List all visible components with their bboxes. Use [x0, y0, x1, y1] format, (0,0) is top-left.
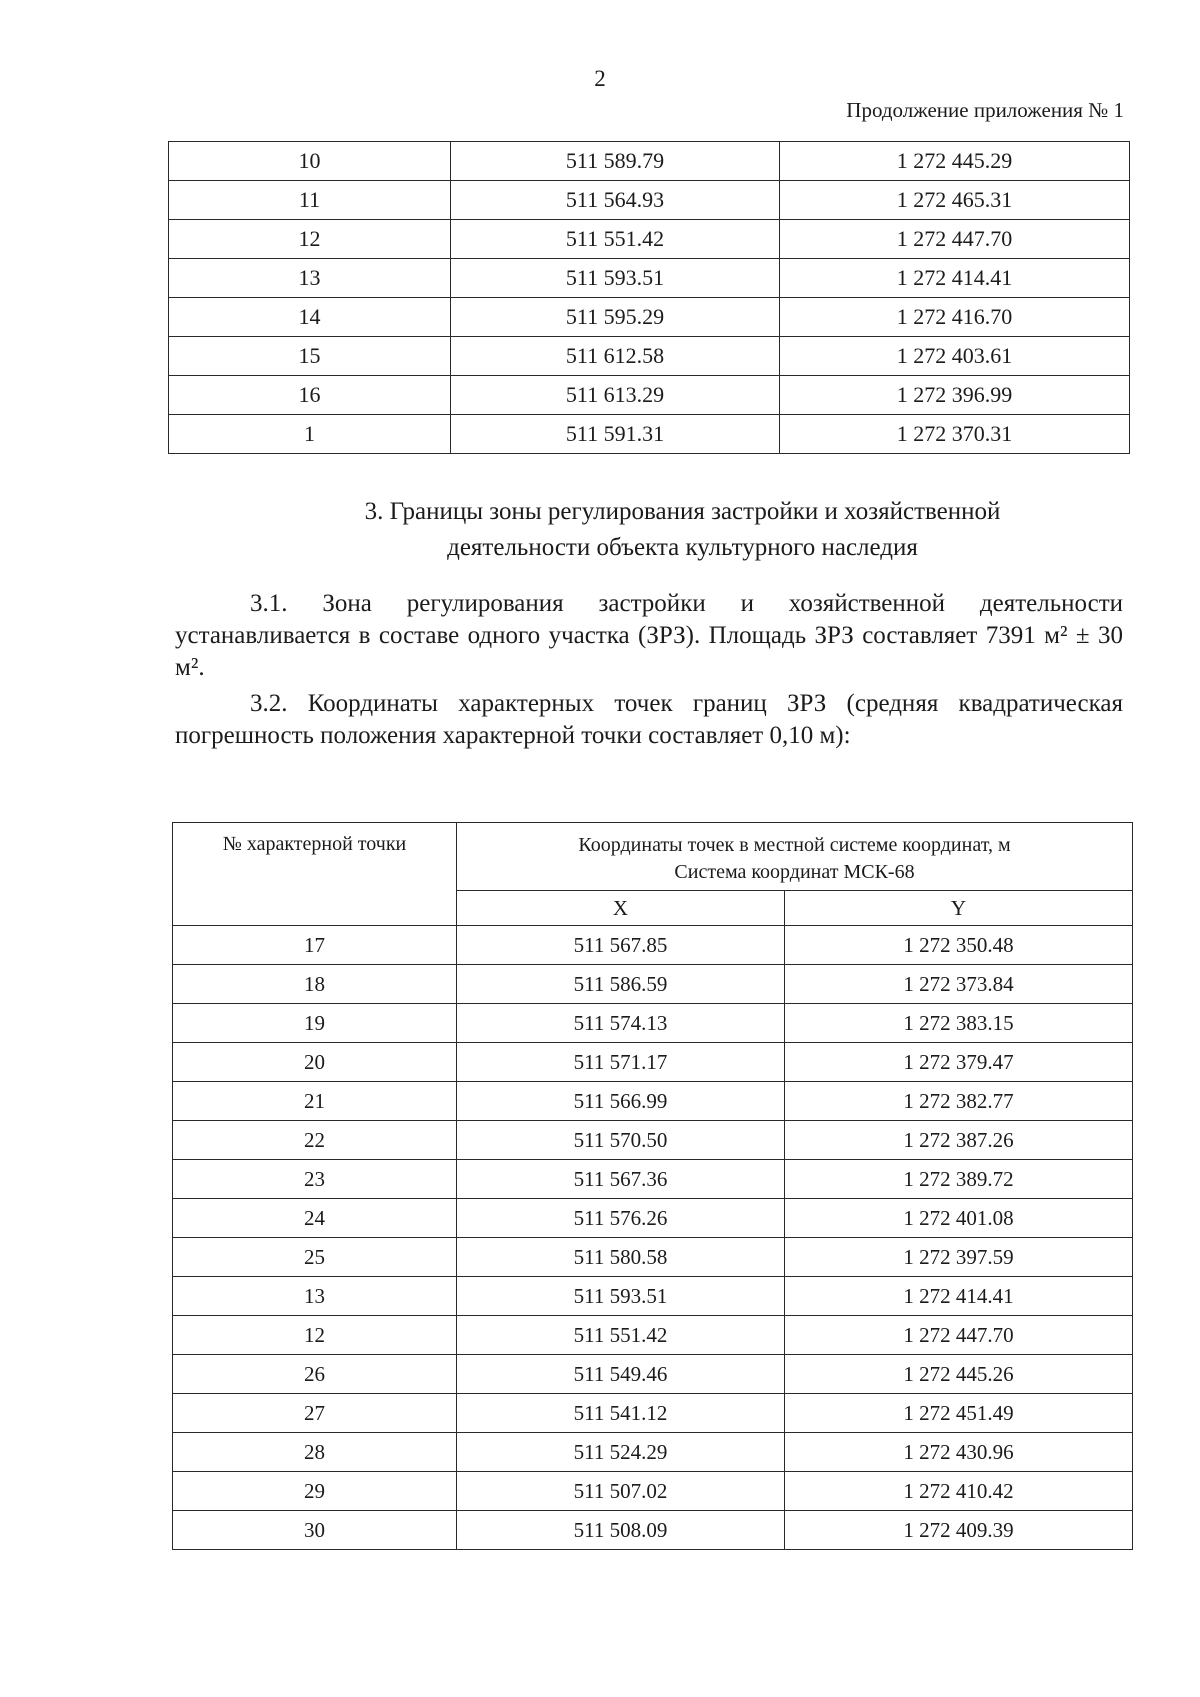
coord-y: 1 272 416.70 [780, 298, 1130, 337]
point-number: 22 [173, 1121, 457, 1160]
table-row [173, 926, 1133, 965]
table-row [173, 1199, 1133, 1238]
section-heading [160, 494, 1200, 566]
coord-y: 1 272 414.41 [780, 259, 1130, 298]
table-row [173, 965, 1133, 1004]
coord-x: 511 541.12 [457, 1394, 785, 1433]
coord-x: 511 574.13 [457, 1004, 785, 1043]
header-coordinates-line2: Система координат МСК-68 [674, 860, 915, 883]
header-point-number: № характерной точки [173, 823, 457, 926]
point-number: 29 [173, 1472, 457, 1511]
table-header-row [173, 823, 1133, 891]
table-row [173, 1121, 1133, 1160]
table-row [173, 1511, 1133, 1550]
coord-x: 511 586.59 [457, 965, 785, 1004]
section-heading-line2: деятельности объекта культурного наследия [447, 534, 918, 561]
coord-x: 511 567.85 [457, 926, 785, 965]
point-number: 26 [173, 1355, 457, 1394]
point-number: 30 [173, 1511, 457, 1550]
table-row [173, 1004, 1133, 1043]
coord-y: 1 272 396.99 [780, 376, 1130, 415]
coord-x: 511 508.09 [457, 1511, 785, 1550]
point-number: 15 [169, 337, 451, 376]
point-number: 14 [169, 298, 451, 337]
table-row [169, 376, 1130, 415]
header-coordinates-line1: Координаты точек в местной системе координат, м [578, 833, 1011, 856]
point-number: 11 [169, 181, 451, 220]
table-row [169, 220, 1130, 259]
table-row [169, 337, 1130, 376]
table-row [173, 1238, 1133, 1277]
point-number: 21 [173, 1082, 457, 1121]
point-number: 19 [173, 1004, 457, 1043]
coordinates-table-continued [168, 141, 1130, 454]
coord-y: 1 272 414.41 [785, 1277, 1133, 1316]
point-number: 12 [173, 1316, 457, 1355]
coord-y: 1 272 445.29 [780, 142, 1130, 181]
coord-y: 1 272 403.61 [780, 337, 1130, 376]
table-row [173, 1316, 1133, 1355]
table-row [169, 298, 1130, 337]
coord-y: 1 272 410.42 [785, 1472, 1133, 1511]
point-number: 24 [173, 1199, 457, 1238]
page-number: 2 [594, 66, 606, 91]
point-number: 25 [173, 1238, 457, 1277]
paragraph-3-1 [175, 588, 1123, 684]
table-row [173, 1160, 1133, 1199]
coord-y: 1 272 447.70 [780, 220, 1130, 259]
point-number: 13 [173, 1277, 457, 1316]
point-number: 18 [173, 965, 457, 1004]
coord-y: 1 272 383.15 [785, 1004, 1133, 1043]
coord-x: 511 593.51 [457, 1277, 785, 1316]
section-heading-line1: 3. Границы зоны регулирования застройки и хозяйственной [364, 498, 1001, 525]
table-row [169, 259, 1130, 298]
coord-y: 1 272 445.26 [785, 1355, 1133, 1394]
point-number: 13 [169, 259, 451, 298]
point-number: 12 [169, 220, 451, 259]
table-row [169, 142, 1130, 181]
coord-y: 1 272 370.31 [780, 415, 1130, 454]
table-row [169, 415, 1130, 454]
coord-y: 1 272 387.26 [785, 1121, 1133, 1160]
coord-x: 511 507.02 [457, 1472, 785, 1511]
coord-x: 511 571.17 [457, 1043, 785, 1082]
coord-x: 511 589.79 [451, 142, 780, 181]
point-number: 27 [173, 1394, 457, 1433]
coord-x: 511 613.29 [451, 376, 780, 415]
header-x: X [457, 891, 785, 926]
table-row [173, 1043, 1133, 1082]
coord-x: 511 551.42 [457, 1316, 785, 1355]
coord-x: 511 595.29 [451, 298, 780, 337]
coord-y: 1 272 447.70 [785, 1316, 1133, 1355]
paragraph-3-1-text: 3.1. Зона регулирования застройки и хозяйственной деятельности устанавливается в составе одного участка (ЗРЗ). Площадь ЗРЗ составляет 7391 м² ± 30 м². [175, 590, 1123, 681]
point-number: 10 [169, 142, 451, 181]
table-row [173, 1472, 1133, 1511]
table-row [173, 1433, 1133, 1472]
table-row [169, 181, 1130, 220]
coord-x: 511 612.58 [451, 337, 780, 376]
coord-x: 511 564.93 [451, 181, 780, 220]
coord-y: 1 272 379.47 [785, 1043, 1133, 1082]
point-number: 20 [173, 1043, 457, 1082]
coord-x: 511 570.50 [457, 1121, 785, 1160]
table-row [173, 1277, 1133, 1316]
coord-y: 1 272 382.77 [785, 1082, 1133, 1121]
zrz-coordinates-table [172, 822, 1133, 1550]
coord-x: 511 524.29 [457, 1433, 785, 1472]
table-row [173, 1082, 1133, 1121]
coord-y: 1 272 373.84 [785, 965, 1133, 1004]
coord-x: 511 567.36 [457, 1160, 785, 1199]
paragraph-3-2-text: 3.2. Координаты характерных точек границ ЗРЗ (средняя квадратическая погрешность положения характерной точки составляет 0,10 м): [175, 690, 1123, 749]
coord-y: 1 272 389.72 [785, 1160, 1133, 1199]
point-number: 16 [169, 376, 451, 415]
header-y: Y [785, 891, 1133, 926]
paragraph-3-2 [175, 688, 1123, 752]
coord-y: 1 272 430.96 [785, 1433, 1133, 1472]
point-number: 1 [169, 415, 451, 454]
coord-x: 511 551.42 [451, 220, 780, 259]
coord-x: 511 593.51 [451, 259, 780, 298]
point-number: 17 [173, 926, 457, 965]
coord-x: 511 576.26 [457, 1199, 785, 1238]
coord-y: 1 272 350.48 [785, 926, 1133, 965]
point-number: 28 [173, 1433, 457, 1472]
coord-x: 511 549.46 [457, 1355, 785, 1394]
coord-x: 511 591.31 [451, 415, 780, 454]
coord-y: 1 272 465.31 [780, 181, 1130, 220]
coord-y: 1 272 397.59 [785, 1238, 1133, 1277]
header-coordinates [457, 823, 1133, 891]
table-row [173, 1394, 1133, 1433]
coord-x: 511 580.58 [457, 1238, 785, 1277]
coord-y: 1 272 451.49 [785, 1394, 1133, 1433]
appendix-continuation: Продолжение приложения № 1 [846, 98, 1124, 122]
coord-y: 1 272 401.08 [785, 1199, 1133, 1238]
table-row [173, 1355, 1133, 1394]
point-number: 23 [173, 1160, 457, 1199]
coord-x: 511 566.99 [457, 1082, 785, 1121]
coord-y: 1 272 409.39 [785, 1511, 1133, 1550]
